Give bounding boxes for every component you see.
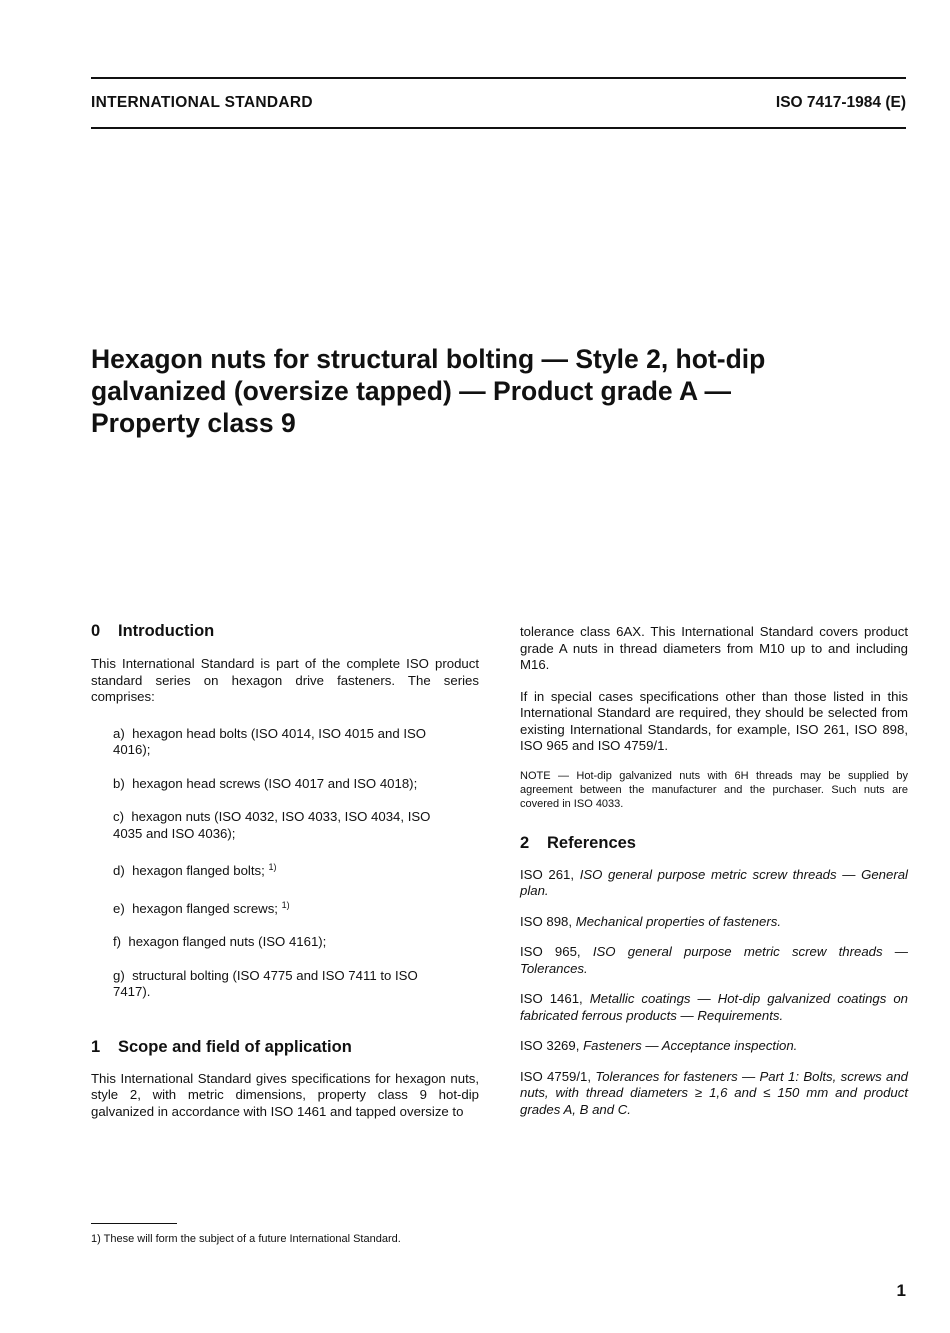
scope-special-cases-paragraph: If in special cases specifications other than those listed in this International Standard are required, they should be selected from existing International Standards, for example, ISO 261, ISO 898, ISO 965 and ISO 4759/1. bbox=[520, 688, 908, 753]
section-number: 0 bbox=[91, 622, 101, 640]
references-heading bbox=[520, 833, 908, 853]
header-top-rule bbox=[91, 77, 906, 79]
footnote-reference: 1) bbox=[268, 862, 277, 872]
section-title: References bbox=[547, 833, 636, 852]
footnote-reference: 1) bbox=[281, 899, 290, 910]
scope-heading bbox=[91, 1037, 479, 1057]
scope-paragraph-continued: tolerance class 6AX. This International Standard covers product grade A nuts in thread diameters from M10 up to and including M16. bbox=[520, 624, 908, 672]
reference-item: ISO 898, Mechanical properties of fasteners. bbox=[520, 913, 781, 929]
fastener-series-list bbox=[113, 726, 443, 1001]
scope-paragraph: This International Standard gives specifications for hexagon nuts, style 2, with metric dimensions, property class 9 hot-dip galvanized in accordance with ISO 1461 and tapped oversize to bbox=[91, 1070, 479, 1119]
section-title: Scope and field of application bbox=[118, 1037, 352, 1056]
references-list bbox=[520, 867, 908, 1119]
footnote-divider bbox=[91, 1223, 177, 1224]
list-item: e) hexagon flanged screws; $^{1)}$ bbox=[113, 899, 290, 916]
list-item: f) hexagon flanged nuts (ISO 4161); bbox=[113, 934, 327, 949]
right-column bbox=[520, 624, 908, 1132]
reference-item: ISO 965, ISO general purpose metric screw threads — Tolerances. bbox=[520, 944, 908, 976]
reference-item: ISO 1461, Metallic coatings — Hot-dip galvanized coatings on fabricated ferrous products — Requirements. bbox=[520, 991, 909, 1023]
list-item: d) hexagon flanged bolts; $^{1)}$ bbox=[113, 862, 277, 878]
document-type-label: INTERNATIONAL STANDARD bbox=[91, 94, 313, 111]
introduction-heading bbox=[91, 621, 479, 641]
introduction-paragraph: This International Standard is part of the complete ISO product standard series on hexagon drive fasteners. The series comprises: bbox=[91, 656, 479, 704]
scope-note: NOTE — Hot-dip galvanized nuts with 6H threads may be supplied by agreement between the manufacturer and the purchaser. Such nuts are covered in ISO 4033. bbox=[520, 769, 908, 810]
left-column bbox=[91, 621, 479, 1120]
title-line-2: galvanized (oversize tapped) — Product grade A — bbox=[91, 376, 732, 406]
title-line-3: Property class 9 bbox=[91, 408, 296, 438]
list-item: c) hexagon nuts (ISO 4032, ISO 4033, ISO 4034, ISO 4035 and ISO 4036); bbox=[113, 809, 431, 841]
reference-item: ISO 3269, Fasteners — Acceptance inspection. bbox=[520, 1038, 798, 1053]
reference-item: ISO 261, ISO general purpose metric screw threads — General plan. bbox=[520, 866, 908, 898]
section-number: 2 bbox=[520, 833, 530, 852]
footnote: 1) These will form the subject of a future International Standard. bbox=[91, 1233, 401, 1245]
title-line-1: Hexagon nuts for structural bolting — Style 2, hot-dip bbox=[91, 344, 766, 374]
section-number: 1 bbox=[91, 1037, 101, 1056]
list-item: b) hexagon head screws (ISO 4017 and ISO 4018); bbox=[113, 775, 418, 791]
page-number: 1 bbox=[896, 1281, 906, 1300]
reference-item: ISO 4759/1, Tolerances for fasteners — Part 1: Bolts, screws and nuts, with thread diameters ≥ 1,6 and ≤ 150 mm and product grades A, B and C. bbox=[520, 1068, 908, 1117]
document-title bbox=[91, 343, 891, 439]
standard-number: ISO 7417-1984 (E) bbox=[775, 94, 906, 111]
section-title: Introduction bbox=[118, 622, 215, 640]
header-bottom-rule bbox=[91, 127, 906, 129]
list-item: g) structural bolting (ISO 4775 and ISO 7411 to ISO 7417). bbox=[113, 967, 418, 999]
list-item: a) hexagon head bolts (ISO 4014, ISO 4015 and ISO 4016); bbox=[113, 725, 427, 757]
